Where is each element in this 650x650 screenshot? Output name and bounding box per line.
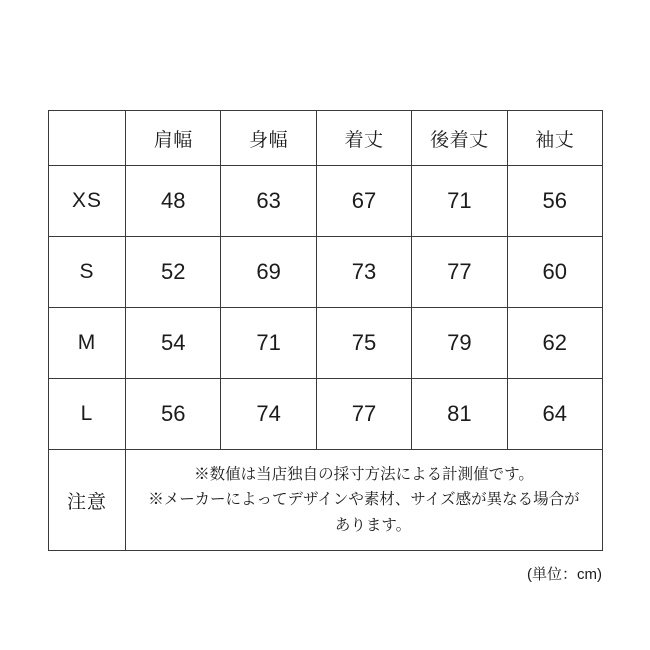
table-corner-cell — [49, 111, 126, 166]
row-label-l: L — [49, 379, 126, 450]
table-header-row — [49, 111, 603, 166]
cell-s-back-length: 77 — [412, 237, 507, 308]
cell-s-length: 73 — [316, 237, 411, 308]
column-header-sleeve: 袖丈 — [507, 111, 602, 166]
table-head — [49, 111, 603, 166]
cell-m-sleeve: 62 — [507, 308, 602, 379]
note-line-3: あります。 — [334, 516, 412, 534]
cell-xs-length: 67 — [316, 166, 411, 237]
cell-s-shoulder: 52 — [126, 237, 221, 308]
column-header-chest: 身幅 — [221, 111, 316, 166]
row-label-xs: XS — [49, 166, 126, 237]
column-header-shoulder: 肩幅 — [126, 111, 221, 166]
table-body — [49, 166, 603, 551]
row-label-s: S — [49, 237, 126, 308]
cell-m-shoulder: 54 — [126, 308, 221, 379]
cell-xs-shoulder: 48 — [126, 166, 221, 237]
unit-note: (単位：cm) — [527, 566, 602, 583]
cell-xs-back-length: 71 — [412, 166, 507, 237]
table-row — [49, 308, 603, 379]
cell-l-back-length: 81 — [412, 379, 507, 450]
note-label: 注意 — [49, 450, 126, 551]
cell-m-length: 75 — [316, 308, 411, 379]
note-line-2: ※メーカーによってデザインや素材、サイズ感が異なる場合が — [148, 491, 580, 509]
cell-l-chest: 74 — [221, 379, 316, 450]
cell-xs-chest: 63 — [221, 166, 316, 237]
table-row — [49, 379, 603, 450]
note-line-1: ※数値は当店独自の採寸方法による計測値です。 — [194, 466, 534, 484]
cell-l-length: 77 — [316, 379, 411, 450]
cell-m-chest: 71 — [221, 308, 316, 379]
cell-s-sleeve: 60 — [507, 237, 602, 308]
column-header-length: 着丈 — [316, 111, 411, 166]
size-table — [48, 110, 603, 551]
cell-l-shoulder: 56 — [126, 379, 221, 450]
column-header-back-length: 後着丈 — [412, 111, 507, 166]
note-text — [126, 450, 603, 551]
cell-s-chest: 69 — [221, 237, 316, 308]
cell-m-back-length: 79 — [412, 308, 507, 379]
table-note-row — [49, 450, 603, 551]
row-label-m: M — [49, 308, 126, 379]
table-row — [49, 237, 603, 308]
cell-xs-sleeve: 56 — [507, 166, 602, 237]
table-row — [49, 166, 603, 237]
size-table-container — [48, 110, 602, 584]
cell-l-sleeve: 64 — [507, 379, 602, 450]
